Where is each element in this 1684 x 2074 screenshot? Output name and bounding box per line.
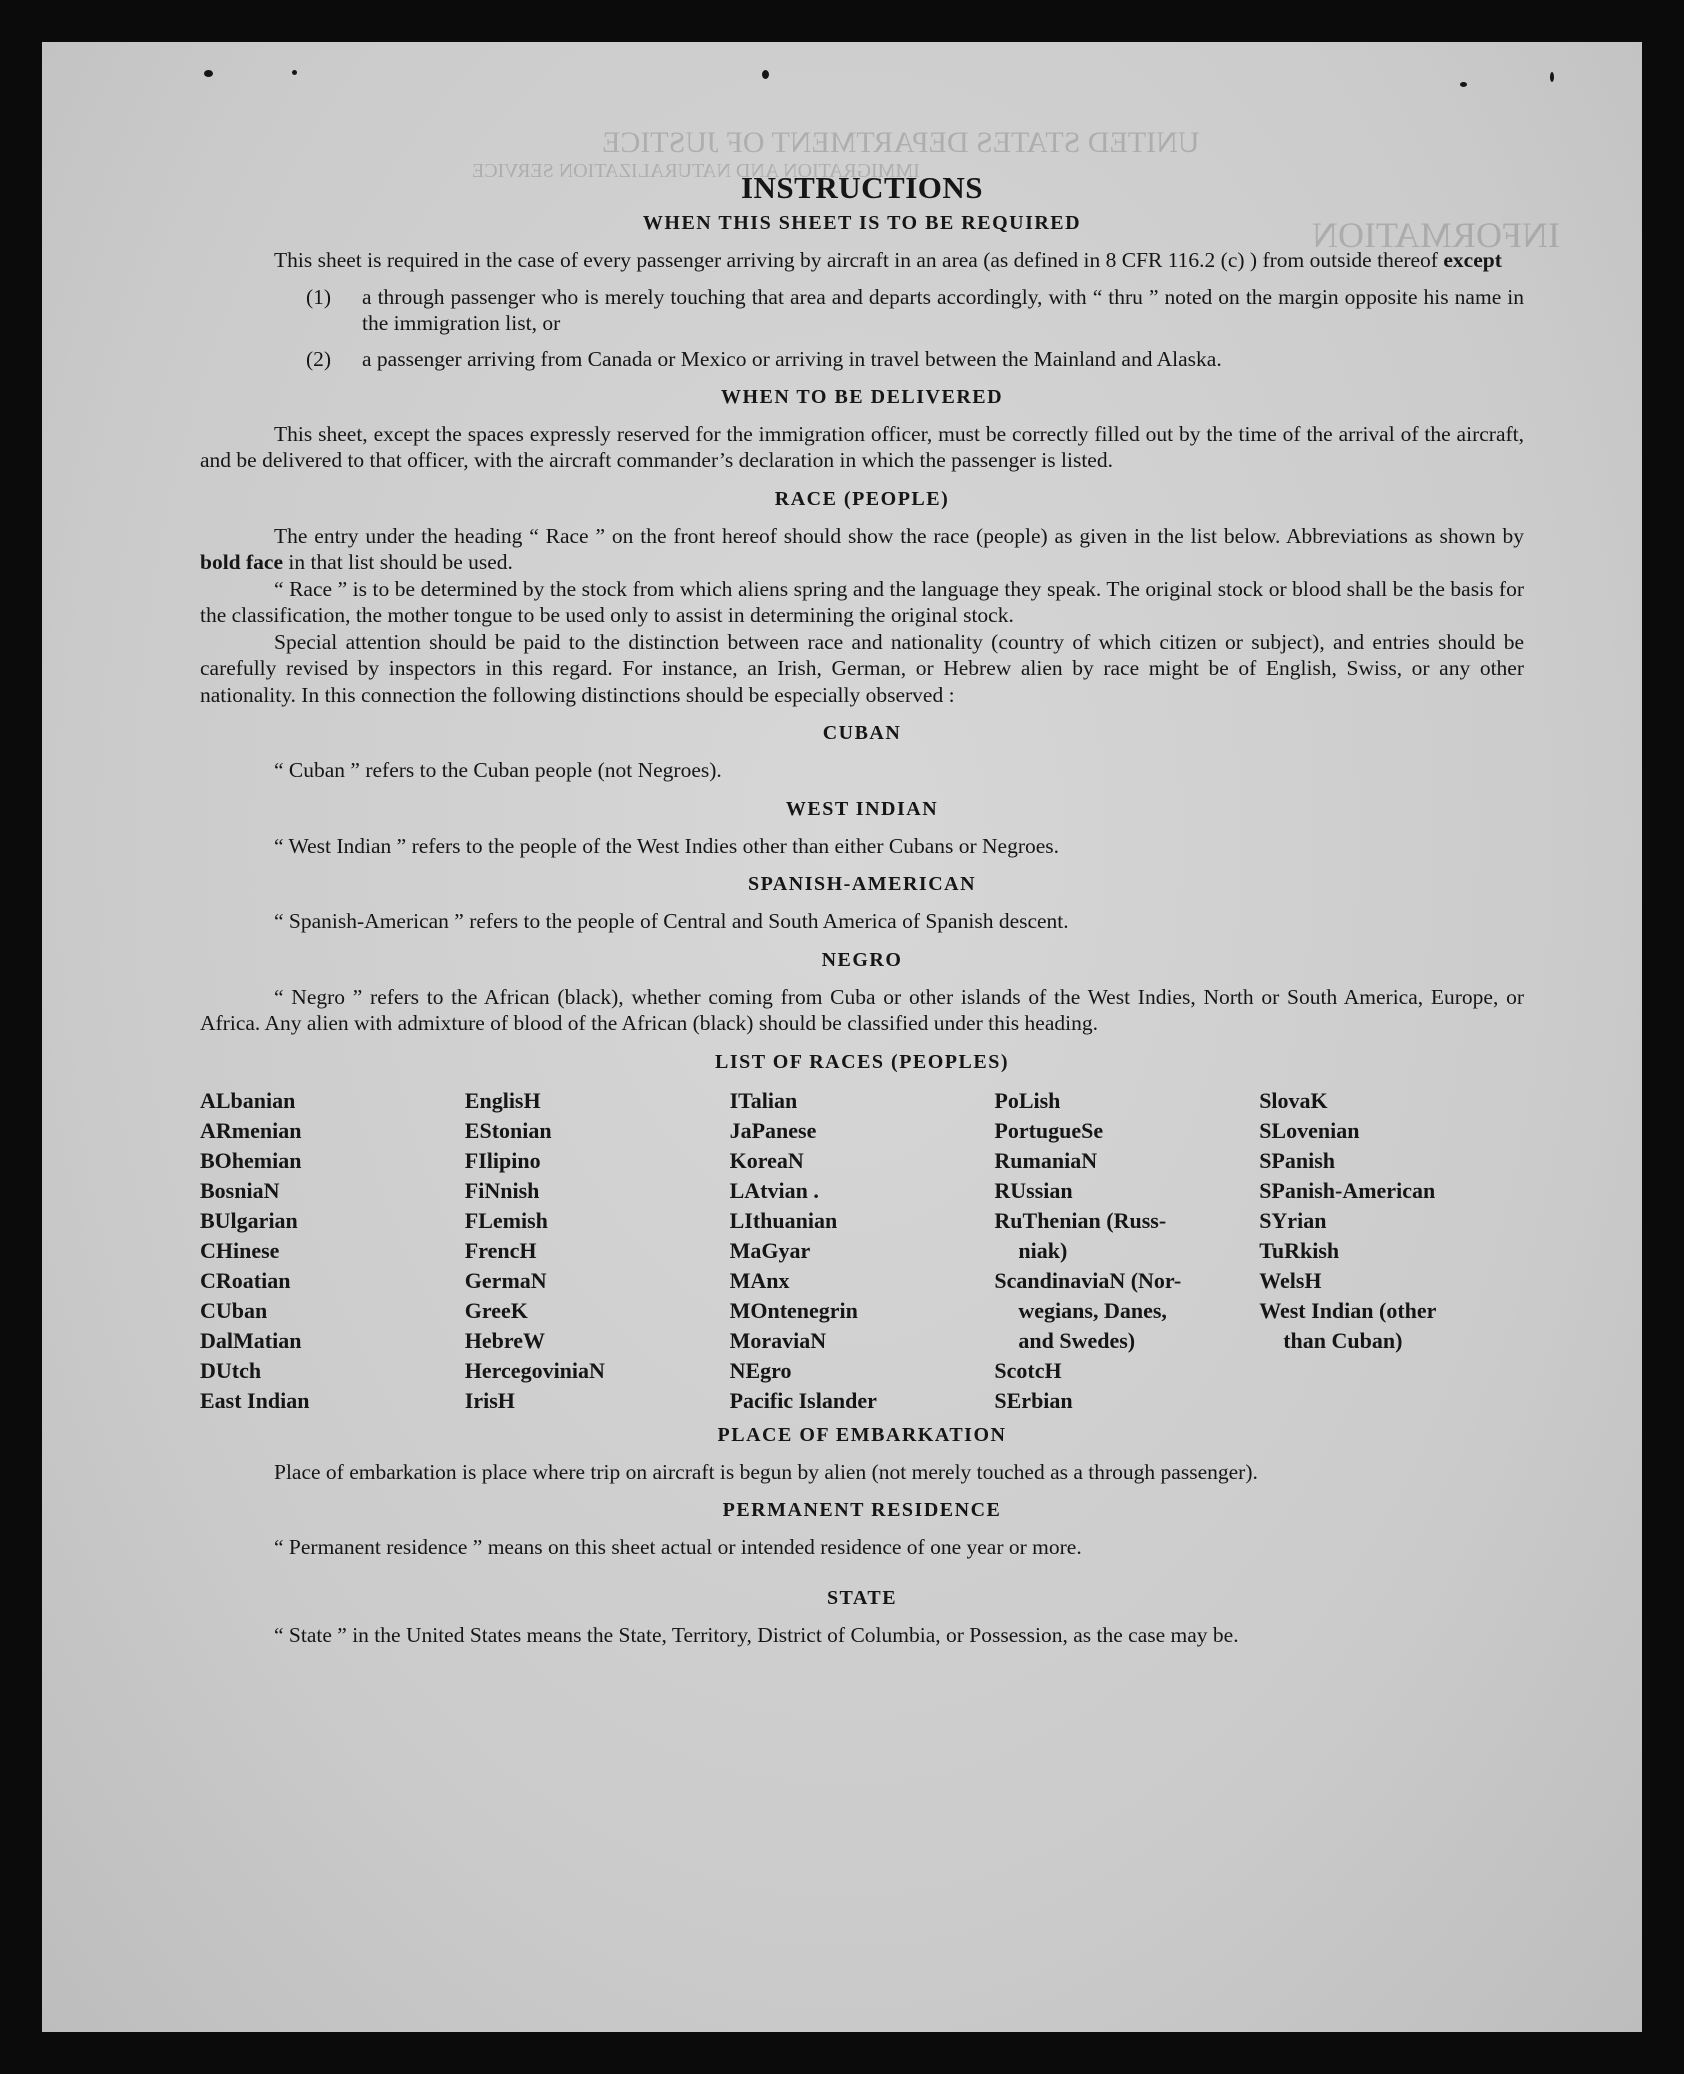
race-entry: West Indian (other [1259,1297,1437,1323]
page-title: INSTRUCTIONS [740,170,983,205]
race-entry: IrisH [464,1387,515,1413]
race-entry-continued: wegians, Danes, [1018,1297,1167,1323]
race-entry: PoLish [994,1087,1061,1113]
races-column-5 [1259,1086,1524,1416]
heading-state: STATE [826,1586,898,1609]
scan-speck [1550,72,1554,82]
race-paragraph-2: “ Race ” is to be determined by the stock from which aliens spring and the language they speak. The original stock or blood shall be the basis for the classification, the mother tongue to be used only to assist in determining the original stock. [200,576,1524,627]
residence-text: “ Permanent residence ” means on this sheet actual or intended residence of one year or more. [274,1535,1082,1559]
race-entry: PortugueSe [994,1117,1104,1143]
item-text: a through passenger who is merely touching that area and departs accordingly, with “ thru ” noted on the margin opposite his name in the immigration list, or [362,284,1524,335]
embarkation-text: Place of embarkation is place where trip on aircraft is begun by alien (not merely touched as a through passenger). [274,1459,1258,1484]
race-entry: BosniaN [200,1177,280,1203]
scan-speck [762,70,769,79]
race-entry: MaGyar [729,1237,811,1263]
race-entry: BUlgarian [200,1207,298,1233]
race-entry: East Indian [200,1387,310,1413]
race-entry: RumaniaN [994,1147,1098,1173]
race-entry: TuRkish [1259,1237,1340,1263]
heading-permanent-residence: PERMANENT RESIDENCE [722,1499,1002,1521]
race-entry: GermaN [464,1267,547,1293]
item-number: (2) [306,346,332,371]
race-entry: CUban [200,1297,268,1323]
race-entry: WelsH [1259,1267,1322,1293]
race-entry: SYrian [1259,1207,1327,1233]
race-entry: JaPanese [729,1117,817,1143]
races-column-2 [465,1086,730,1416]
race-entry: FrencH [464,1237,537,1263]
race-entry: ScotcH [994,1357,1062,1383]
race-entry: EnglisH [464,1087,541,1113]
race-entry: ARmenian [200,1117,302,1143]
race-entry: SPanish [1259,1147,1336,1173]
race-entry: SPanish-American [1259,1177,1436,1203]
race-entry: LAtvian . [729,1177,819,1203]
race-entry: DUtch [200,1357,262,1383]
race-entry: Pacific Islander [729,1387,877,1413]
race-entry: BOhemian [200,1147,302,1173]
race-entry: HebreW [464,1327,546,1353]
bleed-through-line-1: UNITED STATES DEPARTMENT OF JUSTICE [602,126,1200,159]
heading-race: RACE (PEOPLE) [774,487,950,510]
cuban-text: “ Cuban ” refers to the Cuban people (not Negroes). [274,758,722,782]
heading-west-indian: WEST INDIAN [785,797,939,820]
race-entry: MAnx [729,1267,790,1293]
instructions-content [200,170,1524,1648]
race-p1-bold: bold face [200,550,284,574]
race-entry-continued: and Swedes) [1018,1327,1136,1353]
spanish-american-text: “ Spanish-American ” refers to the people of Central and South America of Spanish descent. [274,909,1069,933]
required-intro-except: except [1443,248,1502,272]
required-intro-text: This sheet is required in the case of every passenger arriving by aircraft in an area (as defined in 8 CFR 116.2 (c) ) from outside thereof [274,248,1444,272]
item-text: a passenger arriving from Canada or Mexico or arriving in travel between the Mainland and Alaska. [362,346,1222,371]
race-entry: EStonian [464,1117,552,1143]
heading-negro: NEGRO [821,948,903,971]
required-intro [200,247,1524,274]
heading-when-delivered: WHEN TO BE DELIVERED [720,385,1004,408]
state-text: “ State ” in the United States means the State, Territory, District of Columbia, or Possession, as the case may be. [274,1622,1239,1647]
race-entry: CRoatian [200,1267,291,1293]
required-item-1 [200,284,1524,336]
race-entry-continued: than Cuban) [1283,1327,1403,1353]
race-entry: RUssian [994,1177,1073,1203]
west-indian-text: “ West Indian ” refers to the people of the West Indies other than either Cubans or Negroes. [274,833,1060,858]
race-entry: RuThenian (Russ- [994,1207,1167,1233]
race-entry: MOntenegrin [729,1297,858,1323]
races-list [200,1086,1524,1416]
scan-speck [1460,82,1467,87]
race-entry: NEgro [729,1357,792,1383]
race-entry: KoreaN [729,1147,804,1173]
race-entry: CHinese [200,1237,280,1263]
delivered-text: This sheet, except the spaces expressly reserved for the immigration officer, must be correctly filled out by the time of the arrival of the aircraft, and be delivered to that officer, with the aircraft commander’s declaration in which the passenger is listed. [200,421,1524,472]
races-column-3 [730,1086,995,1416]
race-entry: SlovaK [1259,1087,1328,1113]
scanned-page [42,42,1642,2032]
races-column-4 [994,1086,1259,1416]
item-number: (1) [306,284,332,309]
negro-text: “ Negro ” refers to the African (black), whether coming from Cuba or other islands of the West Indies, North or South America, Europe, or Africa. Any alien with admixture of blood of the African (black) should be classified under this heading. [200,984,1524,1035]
race-entry: FIlipino [464,1147,541,1173]
heading-list-of-races: LIST OF RACES (PEOPLES) [714,1050,1009,1073]
race-entry: GreeK [464,1297,528,1323]
race-entry-continued: niak) [1018,1237,1068,1263]
heading-when-required: WHEN THIS SHEET IS TO BE REQUIRED [642,212,1082,234]
race-paragraph-1 [200,523,1524,576]
race-entry: ALbanian [200,1087,296,1113]
race-p1-start: The entry under the heading “ Race ” on the front hereof should show the race (people) as given in the list below. Abbreviations as shown by [274,523,1524,548]
scan-speck [292,70,297,75]
race-entry: ScandinaviaN (Nor- [994,1267,1182,1293]
race-entry: SErbian [994,1387,1073,1413]
race-entry: DalMatian [200,1327,302,1353]
heading-place-of-embarkation: PLACE OF EMBARKATION [717,1423,1007,1446]
race-entry: HercegoviniaN [464,1357,605,1383]
bleed-through-line-3: INFORMATION [1312,215,1561,255]
race-entry: FiNnish [464,1177,540,1203]
heading-spanish-american: SPANISH-AMERICAN [747,873,977,895]
race-entry: LIthuanian [729,1207,838,1233]
bleed-through-line-2: IMMIGRATION AND NATURALIZATION SERVICE [472,160,920,182]
heading-cuban: CUBAN [822,722,902,744]
scan-speck [204,70,213,77]
race-entry: MoraviaN [729,1327,827,1353]
race-entry: SLovenian [1259,1117,1360,1143]
race-p1-end: in that list should be used. [283,550,513,574]
race-entry: FLemish [464,1207,548,1233]
race-entry: ITalian [729,1087,798,1113]
race-paragraph-3: Special attention should be paid to the distinction between race and nationality (country of which citizen or subject), and entries should be carefully revised by inspectors in this regard. For instance, an Irish, German, or Hebrew alien by race might be of English, Swiss, or any other nationality. In this connection the following distinctions should be especially observed : [200,629,1524,707]
required-item-2 [200,346,1524,372]
races-column-1 [200,1086,465,1416]
